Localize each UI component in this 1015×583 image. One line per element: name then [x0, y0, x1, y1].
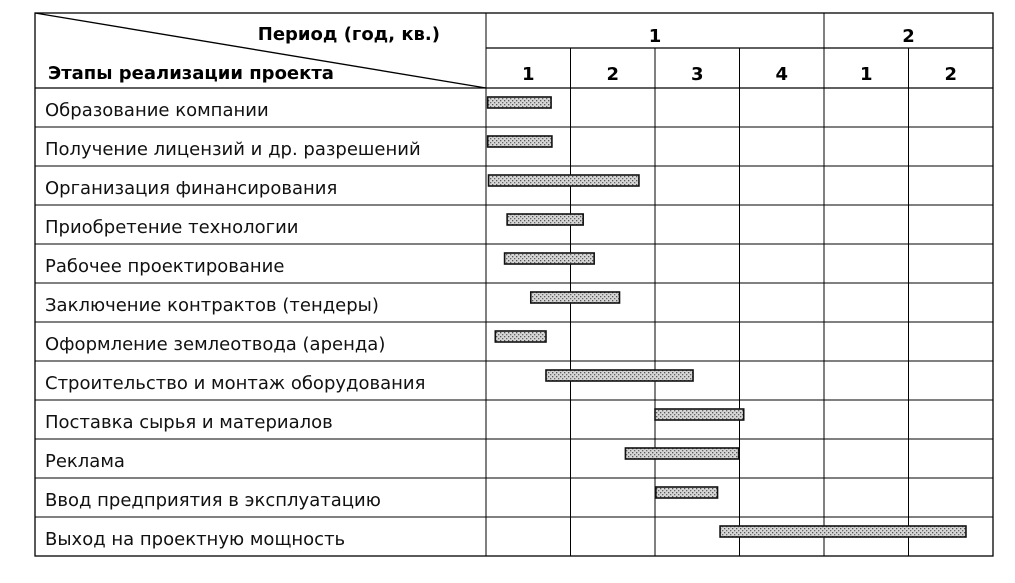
quarter-label: 2 [944, 64, 958, 85]
task-bar [655, 409, 744, 420]
task-label: Получение лицензий и др. разрешений [45, 139, 421, 160]
table-grid [35, 13, 993, 556]
stages-header: Этапы реализации проекта [48, 63, 334, 84]
task-label: Ввод предприятия в эксплуатацию [45, 490, 381, 511]
task-bar [625, 448, 738, 459]
quarter-label: 3 [690, 64, 704, 85]
year-label: 2 [902, 26, 915, 47]
task-bar [488, 136, 552, 147]
task-bar [531, 292, 620, 303]
task-bar [507, 214, 583, 225]
task-label: Образование компании [45, 100, 269, 121]
year-label: 1 [648, 26, 662, 47]
task-label: Выход на проектную мощность [45, 529, 346, 550]
task-bar [656, 487, 718, 498]
task-label: Заключение контрактов (тендеры) [45, 295, 379, 316]
task-bar [488, 97, 551, 108]
period-header: Период (год, кв.) [257, 24, 440, 45]
quarter-label: 4 [775, 64, 789, 85]
task-bar [720, 526, 966, 537]
task-bar [505, 253, 595, 264]
task-label: Рабочее проектирование [45, 256, 285, 277]
task-bar [546, 370, 693, 381]
task-label: Поставка сырья и материалов [45, 412, 333, 433]
quarter-label: 1 [859, 64, 873, 85]
task-bar [489, 175, 639, 186]
task-label: Организация финансирования [45, 178, 338, 199]
task-bar [495, 331, 546, 342]
task-label: Строительство и монтаж оборудования [45, 373, 426, 394]
task-label: Приобретение технологии [45, 217, 299, 238]
quarter-label: 2 [606, 64, 620, 85]
task-label: Реклама [45, 451, 125, 472]
quarter-label: 1 [521, 64, 535, 85]
task-label: Оформление землеотвода (аренда) [45, 334, 386, 355]
